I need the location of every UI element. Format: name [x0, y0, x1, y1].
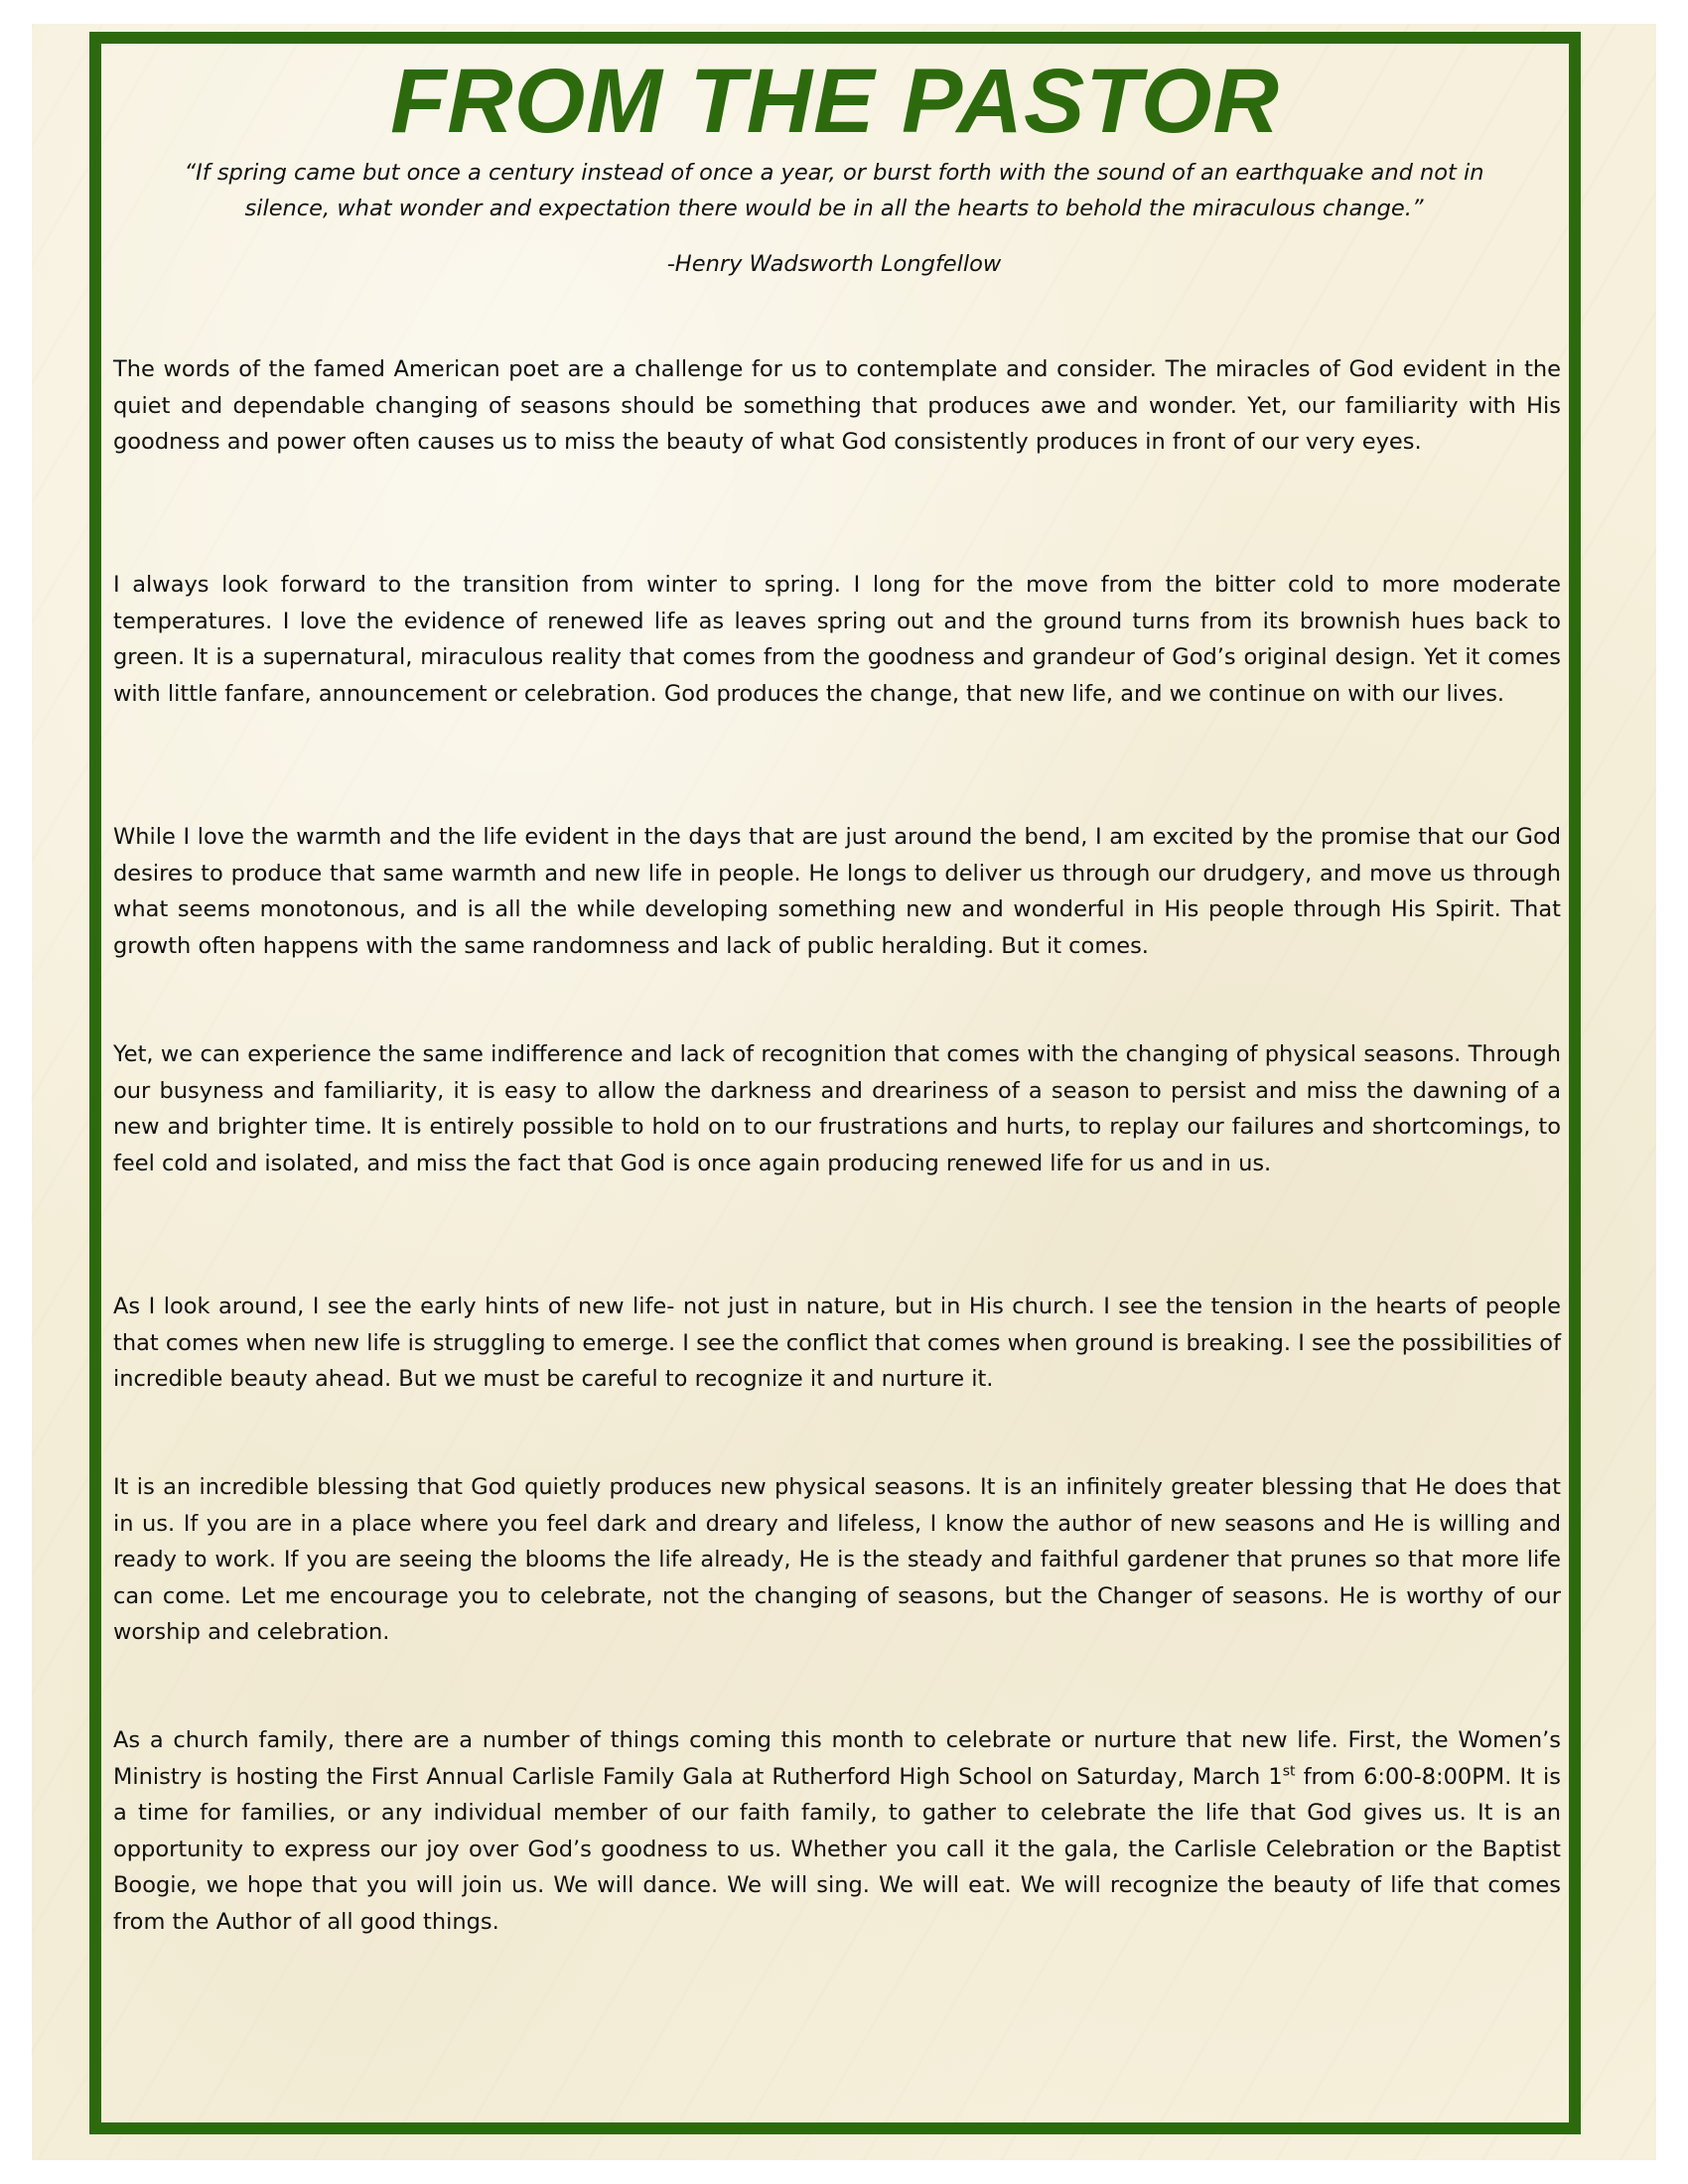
- page-title: FROM THE PASTOR: [390, 51, 1280, 152]
- body-paragraph-events: [113, 1722, 1561, 1940]
- quote-attribution: -Henry Wadsworth Longfellow: [666, 251, 1002, 277]
- date-ordinal-suffix: st: [1282, 1763, 1296, 1779]
- epigraph-quote: “If spring came but once a century instead of once a year, or burst forth with the sound of an earthquake and not in silence, what wonder and expectation there would be in all the hearts to behold the miraculous change.”: [184, 160, 1484, 221]
- body-paragraph: As I look around, I see the early hints of new life- not just in nature, but in His church. I see the tension in the hearts of people that comes when new life is struggling to emerge. I see the conflict that comes when ground is breaking. I see the possibilities of incredible beauty ahead. But we must be careful to recognize it and nurture it.: [113, 1294, 1561, 1392]
- body-paragraph: Yet, we can experience the same indifference and lack of recognition that comes with the changing of physical seasons. Through our busyness and familiarity, it is easy to allow the darkness and dreariness of a season to persist and miss the dawning of a new and brighter time. It is entirely possible to hold on to our frustrations and hurts, to replay our failures and shortcomings, to feel cold and isolated, and miss the fact that God is once again producing renewed life for us and in us.: [113, 1041, 1561, 1176]
- body-paragraph: It is an incredible blessing that God quietly produces new physical seasons. It is an infinitely greater blessing that He does that in us. If you are in a place where you feel dark and dreary and lifeless, I know the author of new seasons and He is willing and ready to work. If you are seeing the blooms the life already, He is the steady and faithful gardener that prunes so that more life can come. Let me encourage you to celebrate, not the changing of seasons, but the Changer of seasons. He is worthy of our worship and celebration.: [113, 1474, 1561, 1645]
- body-paragraph: While I love the warmth and the life evident in the days that are just around the bend, I am excited by the promise that our God desires to produce that same warmth and new life in people. He longs to deliver us through our drudgery, and move us through what seems monotonous, and is all the while developing something new and wonderful in His people through His Spirit. That growth often happens with the same randomness and lack of public heralding. But it comes.: [113, 824, 1561, 959]
- body-paragraph: I always look forward to the transition from winter to spring. I long for the move from the bitter cold to more moderate temperatures. I love the evidence of renewed life as leaves spring out and the ground turns from its brownish hues back to green. It is a supernatural, miraculous reality that comes from the goodness and grandeur of God’s original design. Yet it comes with little fanfare, announcement or celebration. God produces the change, that new life, and we continue on with our lives.: [113, 572, 1561, 707]
- events-text-part-2: from 6:00-8:00PM. It is a time for families, or any individual member of our faith family, to gather to celebrate the life that God gives us. It is an opportunity to express our joy over God’s goodness to us. Whether you call it the gala, the Carlisle Celebration or the Baptist Boogie, we hope that you will join us. We will dance. We will sing. We will eat. We will recognize the beauty of life that comes from the Author of all good things.: [113, 1763, 1561, 1935]
- events-text-part-1: As a church family, there are a number of things coming this month to celebrate or nurture that new life. First, the Women’s Ministry is hosting the First Annual Carlisle Family Gala at Rutherford High School on Saturday, March 1: [113, 1727, 1561, 1790]
- body-paragraph: The words of the famed American poet are a challenge for us to contemplate and consider. The miracles of God evident in the quiet and dependable changing of seasons should be something that produces awe and wonder. Yet, our familiarity with His goodness and power often causes us to miss the beauty of what God consistently produces in front of our very eyes.: [113, 356, 1561, 455]
